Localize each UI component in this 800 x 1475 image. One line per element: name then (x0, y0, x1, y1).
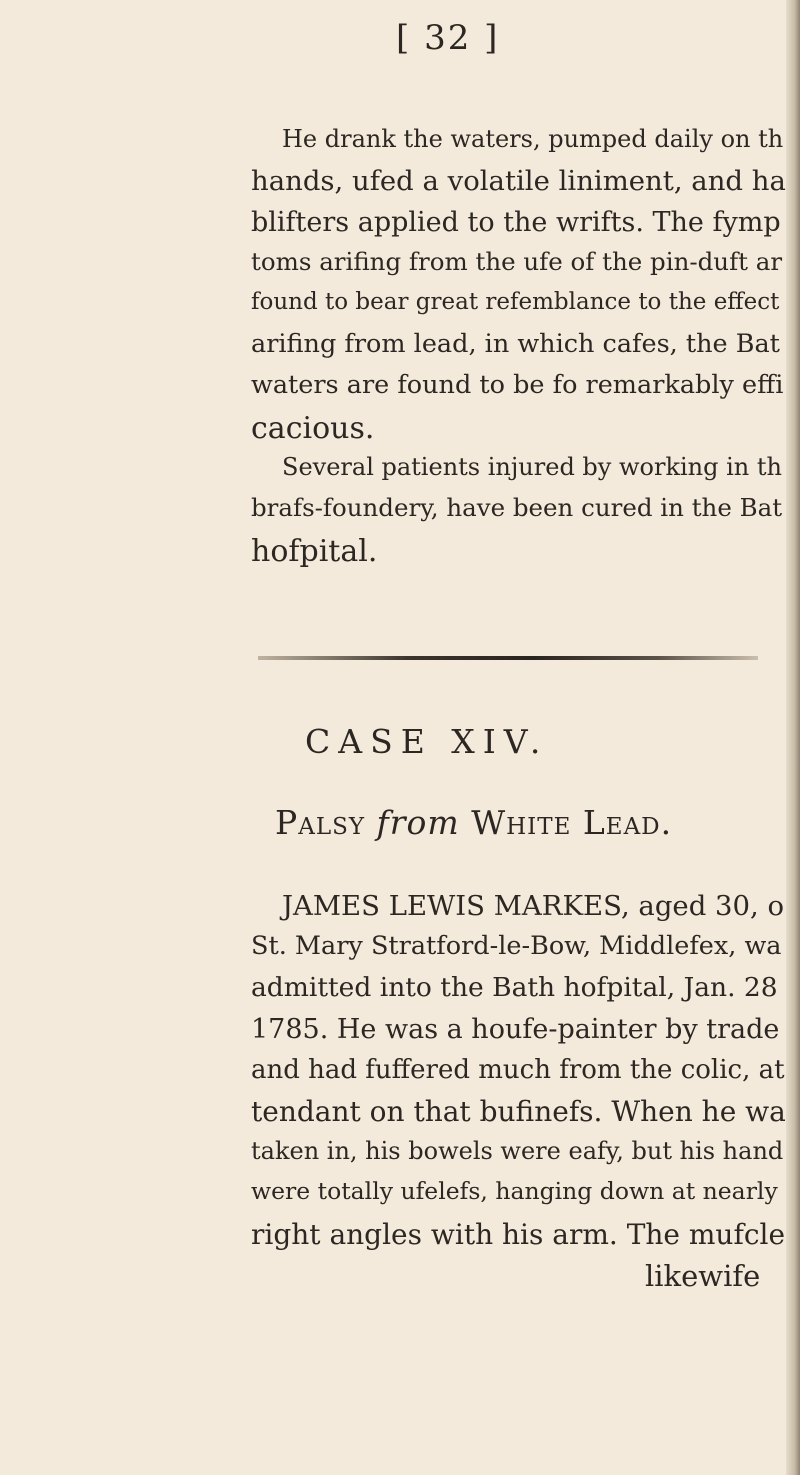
text-line: admitted into the Bath hofpital, Jan. 28 (251, 972, 778, 1003)
text-line: found to bear great refemblance to the effect (251, 289, 780, 315)
text-line: hofpital. (251, 534, 378, 569)
case-subtitle (275, 803, 672, 842)
text-line: 1785. He was a houfe-painter by trade (251, 1014, 780, 1045)
text-line: Several patients injured by working in th (282, 453, 782, 481)
page-number: [ 32 ] (396, 18, 500, 58)
text-line: waters are found to be fo remarkably effi (251, 370, 784, 400)
text-line: right angles with his arm. The mufcle (251, 1218, 786, 1251)
page-edge (786, 0, 800, 1475)
subtitle-palsy: Palsy (275, 803, 366, 842)
text-line: toms arifing from the ufe of the pin-duft ar (251, 247, 783, 276)
text-line: He drank the waters, pumped daily on th (282, 125, 784, 153)
text-line: blifters applied to the wrifts. The fymp (251, 207, 781, 238)
catchword: likewife (645, 1259, 761, 1293)
text-line: and had fuffered much from the colic, at (251, 1055, 785, 1085)
case-heading: CASE XIV. (305, 722, 549, 761)
text-line: JAMES LEWIS MARKES, aged 30, o (282, 890, 785, 922)
text-line: St. Mary Stratford-le-Bow, Middlefex, wa (251, 931, 782, 961)
text-line: cacious. (251, 411, 375, 446)
subtitle-white-lead: White Lead. (471, 803, 673, 842)
text-line: hands, ufed a volatile liniment, and ha (251, 165, 786, 197)
text-line: were totally ufelefs, hanging down at nearly (251, 1177, 778, 1205)
text-line: tendant on that bufinefs. When he wa (251, 1095, 786, 1128)
section-divider (258, 656, 758, 660)
text-line: brafs-foundery, have been cured in the Bat (251, 493, 783, 522)
text-line: arifing from lead, in which cafes, the Bat (251, 329, 780, 359)
text-line: taken in, his bowels were eafy, but his hand (251, 1137, 784, 1165)
subtitle-from: from (376, 803, 460, 842)
